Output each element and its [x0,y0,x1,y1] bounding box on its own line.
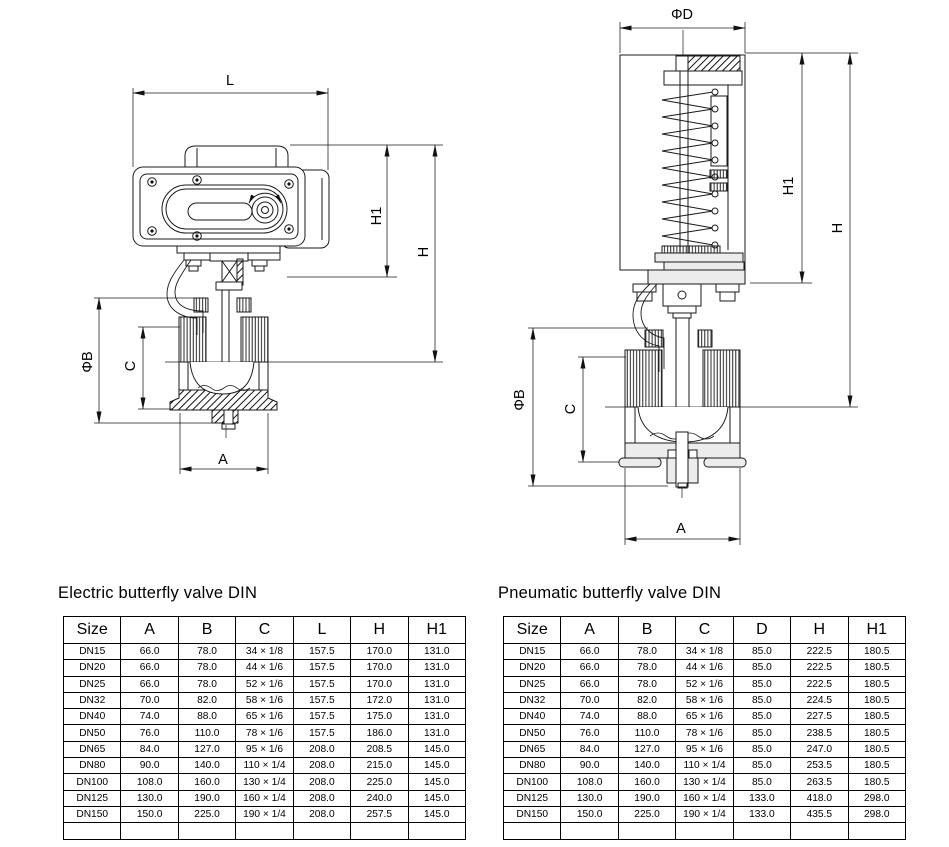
table-cell: 85.0 [733,692,790,708]
table-cell: 298.0 [848,790,905,806]
column-header: Size [504,617,561,644]
table-cell: 180.5 [848,725,905,741]
table-row [504,758,906,774]
table-cell: 127.0 [618,741,675,757]
table-cell: 66.0 [121,676,178,692]
table-cell: 84.0 [121,741,178,757]
table-cell: 66.0 [121,660,178,676]
table-cell: DN15 [64,644,121,660]
table-cell: 222.5 [791,660,848,676]
table-cell: 82.0 [178,692,235,708]
dim-label-h1: H1 [369,206,385,226]
table-cell: 82.0 [618,692,675,708]
table-cell: DN32 [64,692,121,708]
dim-label-l: L [225,73,235,89]
column-header: Size [64,617,121,644]
table-cell: 78.0 [618,644,675,660]
table-row [64,725,466,741]
column-header: D [733,617,790,644]
table-cell: 190 × 1/4 [236,806,293,822]
table-cell: 78.0 [178,676,235,692]
table-cell: 88.0 [178,709,235,725]
table-cell: 85.0 [733,644,790,660]
table-cell: 131.0 [408,660,465,676]
table-row [64,660,466,676]
table-cell: DN100 [64,774,121,790]
table-cell: 208.5 [351,741,408,757]
threaded-end-right [241,317,268,362]
table-row [64,774,466,790]
table-cell [351,823,408,839]
table-cell: 208.0 [293,758,350,774]
table-row [504,790,906,806]
column-header: L [293,617,350,644]
table-row [504,644,906,660]
pneumatic-valve-body [619,330,746,498]
table-row [504,676,906,692]
table-row [504,660,906,676]
table-cell: 157.5 [293,676,350,692]
table-cell: 84.0 [561,741,618,757]
table-cell: 157.5 [293,660,350,676]
table-cell: 85.0 [733,676,790,692]
table-cell [178,823,235,839]
column-header: C [676,617,733,644]
electric-actuator [133,146,329,362]
column-header: C [236,617,293,644]
table-cell: 90.0 [121,758,178,774]
dim-label-h: H [830,222,846,234]
table-cell: 65 × 1/6 [236,709,293,725]
table-cell: 180.5 [848,692,905,708]
table-cell: 180.5 [848,709,905,725]
table-cell: 208.0 [293,741,350,757]
table-cell: 110 × 1/4 [236,758,293,774]
table-cell: 85.0 [733,725,790,741]
table-cell: 58 × 1/6 [676,692,733,708]
threaded-end-right [703,350,740,407]
table-cell: 190 × 1/4 [676,806,733,822]
column-header: A [121,617,178,644]
table-row [504,692,906,708]
table-cell: 44 × 1/6 [236,660,293,676]
dim-label-h1: H1 [781,176,797,196]
table-cell: 110 × 1/4 [676,758,733,774]
table-cell: 110.0 [618,725,675,741]
table-cell [121,823,178,839]
table-cell: 131.0 [408,676,465,692]
column-header: H1 [408,617,465,644]
dim-label-phi-d: ΦD [670,7,694,23]
table-cell [791,823,848,839]
table-cell: DN50 [504,725,561,741]
table-cell: 180.5 [848,758,905,774]
column-header: H1 [848,617,905,644]
table-cell: DN150 [504,806,561,822]
column-header: A [561,617,618,644]
table-cell: 170.0 [351,644,408,660]
table-cell: 108.0 [561,774,618,790]
table-cell [848,823,905,839]
table-cell: DN65 [64,741,121,757]
table-row [64,806,466,822]
table-cell: DN100 [504,774,561,790]
table-cell: 66.0 [561,644,618,660]
table-cell: 95 × 1/6 [676,741,733,757]
table-cell: 34 × 1/8 [236,644,293,660]
table-cell: 180.5 [848,741,905,757]
table-cell: 140.0 [178,758,235,774]
column-header: B [618,617,675,644]
table-row [64,758,466,774]
table-cell: DN80 [64,758,121,774]
table-cell: 85.0 [733,709,790,725]
table-cell: 257.5 [351,806,408,822]
dim-label-phi-b: ΦB [80,351,96,373]
table-cell: 170.0 [351,676,408,692]
table-cell: 52 × 1/6 [676,676,733,692]
table-cell: 190.0 [178,790,235,806]
table-cell [733,823,790,839]
table-cell [618,823,675,839]
table-cell: 127.0 [178,741,235,757]
table-row [64,676,466,692]
table-cell: 85.0 [733,741,790,757]
column-header: H [791,617,848,644]
table-cell: 418.0 [791,790,848,806]
table-cell: 150.0 [561,806,618,822]
table-cell: 160.0 [178,774,235,790]
table-cell: 186.0 [351,725,408,741]
table-cell: 238.5 [791,725,848,741]
table-cell: 157.5 [293,692,350,708]
table-cell: 76.0 [561,725,618,741]
table-cell: 66.0 [561,676,618,692]
electric-valve-body [170,298,277,438]
table-cell: 157.5 [293,709,350,725]
table-cell: 130 × 1/4 [676,774,733,790]
table-cell: 240.0 [351,790,408,806]
table-cell: 180.5 [848,644,905,660]
table-cell: 133.0 [733,790,790,806]
table-cell: 131.0 [408,692,465,708]
table-cell: DN150 [64,806,121,822]
table-cell: 78.0 [618,660,675,676]
table-cell: 78 × 1/6 [676,725,733,741]
table-cell: 74.0 [121,709,178,725]
table-cell: 85.0 [733,660,790,676]
table-cell: DN25 [504,676,561,692]
table-cell [293,823,350,839]
table-cell: 157.5 [293,725,350,741]
dim-label-h: H [416,246,432,258]
table-cell [236,823,293,839]
table-cell: 145.0 [408,790,465,806]
threaded-end-left [625,350,662,407]
table-cell: 52 × 1/6 [236,676,293,692]
table-cell: 224.5 [791,692,848,708]
table-cell: 180.5 [848,676,905,692]
table-cell: 222.5 [791,644,848,660]
table-cell: 131.0 [408,709,465,725]
table-cell: 65 × 1/6 [676,709,733,725]
electric-dimensions-table [63,616,466,840]
table-cell [561,823,618,839]
table-cell: 131.0 [408,725,465,741]
dim-label-c: C [563,403,579,415]
table-cell: 95 × 1/6 [236,741,293,757]
table-row [64,692,466,708]
table-cell: 208.0 [293,806,350,822]
table-cell [504,823,561,839]
table-cell: DN15 [504,644,561,660]
table-cell: 180.5 [848,660,905,676]
table-cell: 130.0 [121,790,178,806]
table-row [64,644,466,660]
table-cell: 190.0 [618,790,675,806]
table-cell: DN20 [504,660,561,676]
table-cell: 157.5 [293,644,350,660]
table-cell: 145.0 [408,774,465,790]
table-cell: 78.0 [618,676,675,692]
table-cell: 208.0 [293,774,350,790]
pneumatic-section-title: Pneumatic butterfly valve DIN [498,584,722,602]
table-cell: 66.0 [561,660,618,676]
table-row [504,709,906,725]
table-cell: 88.0 [618,709,675,725]
table-cell: 160 × 1/4 [676,790,733,806]
table-row [64,709,466,725]
table-cell: 227.5 [791,709,848,725]
table-cell: 172.0 [351,692,408,708]
pneumatic-dimensions-table [503,616,906,840]
table-cell: DN25 [64,676,121,692]
table-cell: 90.0 [561,758,618,774]
table-cell: DN125 [504,790,561,806]
table-row [504,806,906,822]
table-cell: 78.0 [178,660,235,676]
table-row [504,725,906,741]
table-row [64,790,466,806]
table-cell: DN40 [64,709,121,725]
table-cell: DN40 [504,709,561,725]
table-cell: 130.0 [561,790,618,806]
table-cell: 170.0 [351,660,408,676]
table-cell: 44 × 1/6 [676,660,733,676]
table-row [64,823,466,839]
table-cell: 66.0 [121,644,178,660]
table-cell: 85.0 [733,774,790,790]
table-cell: 263.5 [791,774,848,790]
table-cell: DN32 [504,692,561,708]
table-cell: DN20 [64,660,121,676]
table-cell: 140.0 [618,758,675,774]
table-cell: 130 × 1/4 [236,774,293,790]
table-cell [64,823,121,839]
table-cell: DN80 [504,758,561,774]
table-cell: 247.0 [791,741,848,757]
table-cell: 222.5 [791,676,848,692]
table-header-row [504,617,906,644]
table-cell: 215.0 [351,758,408,774]
table-cell: 85.0 [733,758,790,774]
electric-valve-drawing [94,88,443,474]
table-row [504,741,906,757]
table-row [504,774,906,790]
table-cell: 70.0 [121,692,178,708]
table-cell: 133.0 [733,806,790,822]
dim-label-a: A [676,521,686,537]
pneumatic-valve-drawing [528,22,858,545]
table-cell [408,823,465,839]
table-cell: 58 × 1/6 [236,692,293,708]
column-header: B [178,617,235,644]
table-cell: 225.0 [178,806,235,822]
dim-label-a: A [218,452,228,468]
table-cell: 175.0 [351,709,408,725]
dim-label-phi-b: ΦB [512,389,528,411]
table-cell: 145.0 [408,806,465,822]
table-cell: 298.0 [848,806,905,822]
table-cell: 150.0 [121,806,178,822]
table-cell: 110.0 [178,725,235,741]
table-cell: 160 × 1/4 [236,790,293,806]
table-cell: 76.0 [121,725,178,741]
table-cell: 70.0 [561,692,618,708]
table-cell: 74.0 [561,709,618,725]
table-cell: 180.5 [848,774,905,790]
table-row [64,741,466,757]
dim-label-c: C [123,360,139,372]
table-cell: 160.0 [618,774,675,790]
table-cell: 78.0 [178,644,235,660]
table-cell: DN50 [64,725,121,741]
threaded-end-left [179,317,206,362]
table-cell: 225.0 [618,806,675,822]
table-cell: 108.0 [121,774,178,790]
table-cell: 78 × 1/6 [236,725,293,741]
table-cell: 435.5 [791,806,848,822]
table-cell: 34 × 1/8 [676,644,733,660]
table-cell: DN125 [64,790,121,806]
table-cell: 145.0 [408,741,465,757]
table-row [504,823,906,839]
table-cell: 253.5 [791,758,848,774]
table-cell: 131.0 [408,644,465,660]
table-cell: 145.0 [408,758,465,774]
electric-section-title: Electric butterfly valve DIN [58,584,258,602]
table-cell: DN65 [504,741,561,757]
table-header-row [64,617,466,644]
table-cell [676,823,733,839]
table-cell: 208.0 [293,790,350,806]
table-cell: 225.0 [351,774,408,790]
column-header: H [351,617,408,644]
